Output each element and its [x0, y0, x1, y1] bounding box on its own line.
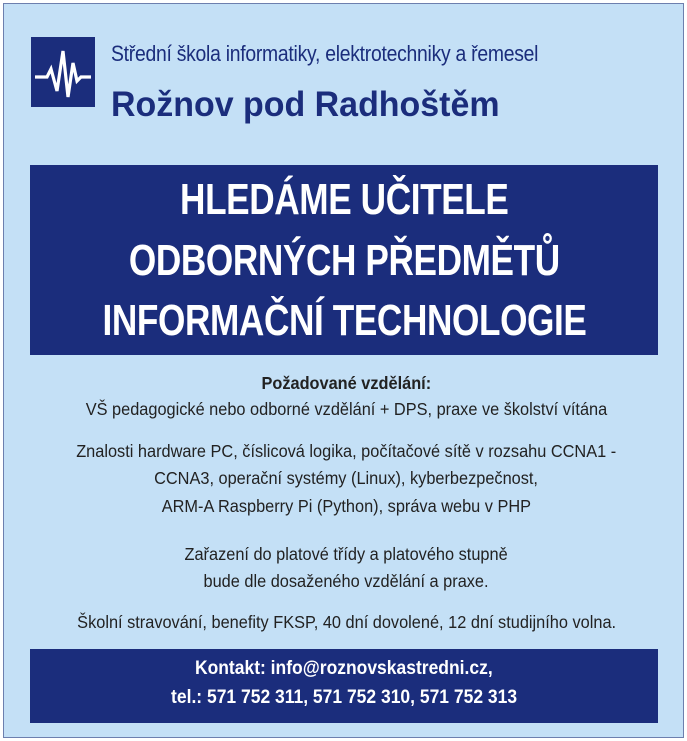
headline-line-1: HLEDÁME UČITELE: [179, 175, 509, 224]
headline-banner: [30, 165, 658, 355]
school-logo-icon: [31, 37, 95, 107]
contact-email: Kontakt: info@roznovskastredni.cz,: [195, 658, 493, 679]
salary-line-2: bude dle dosaženého vzdělání a praxe.: [203, 571, 490, 591]
contact-phones: tel.: 571 752 311, 571 752 310, 571 752 313: [170, 687, 518, 708]
knowledge-line-1: Znalosti hardware PC, číslicová logika, počítačové sítě v rozsahu CCNA1 -: [76, 441, 617, 461]
benefits: Školní stravování, benefity FKSP, 40 dní dovolené, 12 dní studijního volna.: [77, 612, 616, 632]
knowledge-line-3: ARM-A Raspberry Pi (Python), správa webu v PHP: [161, 496, 532, 516]
salary-line-1: Zařazení do platové třídy a platového stupně: [184, 544, 509, 564]
contact-banner: [30, 649, 658, 723]
school-city: Rožnov pod Radhoštěm: [111, 85, 500, 124]
headline-line-3: INFORMAČNÍ TECHNOLOGIE: [101, 296, 586, 345]
requirements-title: Požadované vzdělání:: [261, 373, 432, 393]
knowledge-line-2: CCNA3, operační systémy (Linux), kyberbezpečnost,: [154, 468, 539, 488]
school-name: Střední škola informatiky, elektrotechniky a řemesel: [111, 41, 539, 66]
requirements-education: VŠ pedagogické nebo odborné vzdělání + DPS, praxe ve školství vítána: [85, 399, 608, 419]
headline-line-2: ODBORNÝCH PŘEDMĚTŮ: [128, 236, 560, 285]
